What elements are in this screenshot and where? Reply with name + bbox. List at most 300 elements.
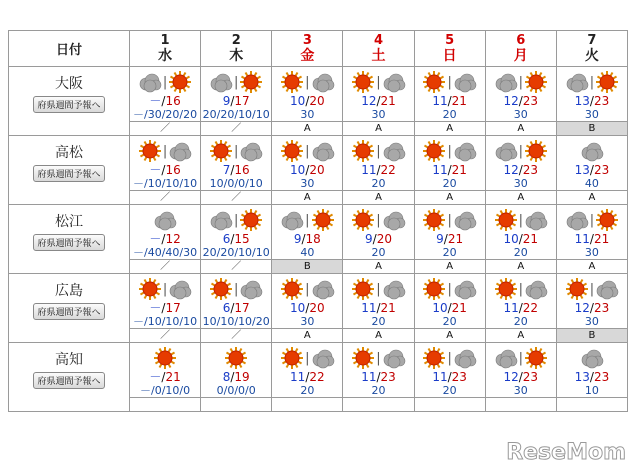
temp-slash: / bbox=[161, 94, 166, 108]
day-header bbox=[414, 31, 485, 67]
cloud-icon bbox=[565, 70, 589, 94]
sun-icon bbox=[239, 208, 263, 232]
reliability-cell bbox=[201, 398, 272, 412]
forecast-cell bbox=[485, 67, 556, 122]
reliability-cell: A bbox=[556, 191, 627, 205]
max-temperature: 21 bbox=[522, 232, 539, 246]
icon-separator: | bbox=[589, 74, 595, 90]
precipitation-probability: 20/20/10/10 bbox=[202, 246, 270, 259]
city-cell bbox=[9, 343, 130, 412]
max-temperature: 15 bbox=[234, 232, 250, 246]
precipitation-probability: 20 bbox=[442, 246, 457, 259]
city-row-main bbox=[9, 67, 628, 122]
max-temperature: 12 bbox=[165, 232, 181, 246]
min-temperature: － bbox=[149, 370, 162, 384]
reliability-cell: A bbox=[414, 122, 485, 136]
temp-slash: / bbox=[518, 301, 523, 315]
reliability-cell: ／ bbox=[130, 191, 201, 205]
forecast-cell bbox=[130, 136, 201, 191]
temperature bbox=[201, 164, 271, 177]
prefecture-weekly-forecast-button[interactable]: 府県週間予報へ bbox=[33, 165, 104, 182]
max-temperature: 20 bbox=[376, 232, 392, 246]
precipitation-probability: －/0/10/0 bbox=[140, 384, 191, 397]
city-name: 高知 bbox=[55, 352, 83, 368]
cloud-icon bbox=[453, 139, 477, 163]
icon-separator: | bbox=[234, 143, 239, 159]
precipitation-probability: 20 bbox=[371, 246, 386, 259]
city-cell bbox=[9, 136, 130, 205]
temperature bbox=[130, 164, 200, 177]
temp-slash: / bbox=[161, 301, 166, 315]
temperature bbox=[201, 371, 271, 384]
icon-separator: | bbox=[305, 143, 310, 159]
precipitation-probability: 30 bbox=[513, 177, 528, 190]
cloud-icon bbox=[138, 70, 162, 94]
cloud-icon bbox=[168, 139, 192, 163]
forecast-cell bbox=[343, 343, 414, 398]
icon-separator: | bbox=[447, 143, 452, 159]
temp-slash: / bbox=[376, 301, 381, 315]
temperature bbox=[130, 95, 200, 108]
sun-icon bbox=[209, 139, 233, 163]
day-number: 2 bbox=[231, 32, 241, 48]
weather-icons bbox=[272, 276, 342, 302]
precipitation-probability: 20 bbox=[371, 177, 386, 190]
min-temperature: 13 bbox=[574, 94, 590, 108]
forecast-cell bbox=[556, 274, 627, 329]
min-temperature: 10 bbox=[503, 232, 519, 246]
precipitation-probability: 30 bbox=[513, 384, 528, 397]
day-header bbox=[130, 31, 201, 67]
weather-icons bbox=[343, 69, 413, 95]
day-number: 6 bbox=[516, 32, 526, 48]
weather-icons bbox=[343, 345, 413, 371]
icon-separator: | bbox=[518, 74, 523, 90]
temp-slash: / bbox=[518, 94, 523, 108]
temp-slash: / bbox=[589, 94, 594, 108]
temp-slash: / bbox=[376, 370, 381, 384]
city-cell bbox=[9, 274, 130, 343]
temp-slash: / bbox=[372, 232, 377, 246]
weather-icons bbox=[486, 276, 556, 302]
city-row-main bbox=[9, 205, 628, 260]
reliability-cell: B bbox=[556, 329, 627, 343]
sun-icon bbox=[168, 70, 192, 94]
weather-icons bbox=[130, 207, 200, 233]
weather-icons bbox=[201, 276, 271, 302]
day-of-week: 金 bbox=[300, 47, 315, 64]
cloud-icon bbox=[280, 208, 304, 232]
min-temperature: 9 bbox=[222, 94, 231, 108]
sun-icon bbox=[422, 346, 446, 370]
precipitation-probability: 20 bbox=[371, 384, 386, 397]
weather-icons bbox=[272, 345, 342, 371]
temperature bbox=[343, 371, 413, 384]
weather-icons bbox=[557, 276, 627, 302]
precipitation-probability: 30 bbox=[300, 315, 315, 328]
temp-slash: / bbox=[230, 232, 235, 246]
sun-icon bbox=[351, 70, 375, 94]
cloud-icon bbox=[595, 277, 619, 301]
temp-slash: / bbox=[443, 232, 448, 246]
precipitation-probability: 10 bbox=[584, 384, 599, 397]
temp-slash: / bbox=[161, 370, 166, 384]
precipitation-probability: 20 bbox=[442, 315, 457, 328]
temperature bbox=[130, 371, 200, 384]
temp-slash: / bbox=[305, 163, 310, 177]
icon-separator: | bbox=[447, 281, 452, 297]
weather-icons bbox=[557, 69, 627, 95]
city-row-main bbox=[9, 343, 628, 398]
temp-slash: / bbox=[447, 370, 452, 384]
precipitation-probability: 30 bbox=[584, 246, 599, 259]
temp-slash: / bbox=[518, 163, 523, 177]
sun-icon bbox=[239, 70, 263, 94]
precipitation-probability: 20 bbox=[442, 108, 457, 121]
day-number: 5 bbox=[445, 32, 455, 48]
sun-icon bbox=[494, 208, 518, 232]
temperature bbox=[343, 302, 413, 315]
min-temperature: 7 bbox=[222, 163, 231, 177]
reliability-cell bbox=[272, 398, 343, 412]
temp-slash: / bbox=[161, 163, 166, 177]
forecast-cell bbox=[272, 205, 343, 260]
icon-separator: | bbox=[518, 212, 523, 228]
forecast-cell bbox=[130, 274, 201, 329]
precipitation-probability: 30 bbox=[584, 108, 599, 121]
reliability-cell: A bbox=[272, 191, 343, 205]
sun-icon bbox=[153, 346, 177, 370]
reliability-cell: A bbox=[485, 329, 556, 343]
max-temperature: 23 bbox=[593, 94, 610, 108]
weather-icons bbox=[201, 207, 271, 233]
weather-icons bbox=[343, 276, 413, 302]
forecast-cell bbox=[201, 274, 272, 329]
max-temperature: 23 bbox=[593, 301, 610, 315]
icon-separator: | bbox=[376, 143, 381, 159]
max-temperature: 17 bbox=[165, 301, 181, 315]
temperature bbox=[272, 164, 342, 177]
temperature bbox=[415, 302, 485, 315]
temp-slash: / bbox=[230, 163, 235, 177]
temp-slash: / bbox=[305, 94, 310, 108]
weather-icons bbox=[130, 138, 200, 164]
sun-icon bbox=[422, 208, 446, 232]
precipitation-probability: 10/0/0/10 bbox=[209, 177, 263, 190]
max-temperature: 23 bbox=[593, 163, 610, 177]
day-header bbox=[556, 31, 627, 67]
weather-icons bbox=[415, 207, 485, 233]
icon-separator: | bbox=[162, 281, 168, 297]
sun-icon bbox=[422, 277, 446, 301]
cloud-icon bbox=[453, 277, 477, 301]
precipitation-probability: 10/10/10/20 bbox=[202, 315, 270, 328]
reliability-cell bbox=[343, 398, 414, 412]
prefecture-weekly-forecast-button[interactable]: 府県週間予報へ bbox=[33, 372, 104, 389]
icon-separator: | bbox=[589, 212, 595, 228]
max-temperature: 22 bbox=[309, 370, 325, 384]
temperature bbox=[201, 302, 271, 315]
weather-icons bbox=[486, 138, 556, 164]
temp-slash: / bbox=[230, 94, 235, 108]
icon-separator: | bbox=[234, 212, 239, 228]
precipitation-probability: 20 bbox=[513, 246, 528, 259]
precipitation-probability: 20 bbox=[371, 315, 386, 328]
min-temperature: 12 bbox=[503, 94, 519, 108]
forecast-cell bbox=[343, 136, 414, 191]
reliability-cell: A bbox=[343, 191, 414, 205]
reliability-cell: A bbox=[272, 329, 343, 343]
precipitation-probability: 30 bbox=[371, 108, 386, 121]
max-temperature: 17 bbox=[234, 94, 250, 108]
sun-icon bbox=[209, 277, 233, 301]
temperature bbox=[557, 233, 627, 246]
reliability-cell bbox=[556, 398, 627, 412]
temperature bbox=[343, 164, 413, 177]
forecast-cell bbox=[201, 67, 272, 122]
day-of-week: 日 bbox=[442, 47, 457, 64]
weather-icons bbox=[557, 345, 627, 371]
icon-separator: | bbox=[518, 143, 523, 159]
cloud-icon bbox=[453, 70, 477, 94]
min-temperature: 11 bbox=[361, 301, 377, 315]
forecast-cell bbox=[414, 136, 485, 191]
weather-icons bbox=[201, 138, 271, 164]
cloud-icon bbox=[311, 277, 335, 301]
cloud-icon bbox=[382, 277, 406, 301]
weekly-forecast-table bbox=[8, 30, 628, 412]
temperature bbox=[415, 371, 485, 384]
sun-icon bbox=[280, 139, 304, 163]
sun-icon bbox=[138, 277, 162, 301]
city-cell bbox=[9, 205, 130, 274]
weather-icons bbox=[557, 207, 627, 233]
day-header bbox=[201, 31, 272, 67]
day-header bbox=[272, 31, 343, 67]
cloud-icon bbox=[209, 70, 233, 94]
weather-icons bbox=[486, 345, 556, 371]
sun-icon bbox=[351, 277, 375, 301]
temperature bbox=[486, 302, 556, 315]
min-temperature: 10 bbox=[290, 301, 306, 315]
temperature bbox=[415, 164, 485, 177]
temperature bbox=[130, 302, 200, 315]
max-temperature: 21 bbox=[451, 163, 467, 177]
min-temperature: － bbox=[149, 232, 162, 246]
temperature bbox=[557, 371, 627, 384]
max-temperature: 21 bbox=[165, 370, 181, 384]
cloud-icon bbox=[311, 70, 335, 94]
prefecture-weekly-forecast-button[interactable]: 府県週間予報へ bbox=[33, 234, 104, 251]
temperature bbox=[130, 233, 200, 246]
temperature bbox=[272, 302, 342, 315]
precipitation-probability: 30 bbox=[584, 315, 599, 328]
cloud-icon bbox=[580, 346, 604, 370]
min-temperature: 10 bbox=[290, 163, 306, 177]
max-temperature: 21 bbox=[593, 232, 610, 246]
icon-separator: | bbox=[234, 74, 239, 90]
temperature bbox=[201, 95, 271, 108]
reliability-cell: A bbox=[485, 122, 556, 136]
prefecture-weekly-forecast-button[interactable]: 府県週間予報へ bbox=[33, 303, 104, 320]
forecast-cell bbox=[485, 343, 556, 398]
reliability-cell: ／ bbox=[201, 191, 272, 205]
forecast-cell bbox=[556, 136, 627, 191]
day-header bbox=[343, 31, 414, 67]
sun-icon bbox=[280, 277, 304, 301]
sun-icon bbox=[280, 346, 304, 370]
reliability-cell: A bbox=[556, 260, 627, 274]
cloud-icon bbox=[311, 139, 335, 163]
reliability-cell bbox=[485, 398, 556, 412]
sun-icon bbox=[422, 139, 446, 163]
city-name: 高松 bbox=[55, 145, 83, 161]
forecast-cell bbox=[272, 274, 343, 329]
icon-separator: | bbox=[305, 74, 310, 90]
max-temperature: 20 bbox=[309, 163, 325, 177]
day-number: 3 bbox=[302, 32, 312, 48]
icon-separator: | bbox=[162, 74, 168, 90]
min-temperature: 11 bbox=[503, 301, 519, 315]
max-temperature: 17 bbox=[234, 301, 250, 315]
temperature bbox=[486, 233, 556, 246]
forecast-cell bbox=[556, 205, 627, 260]
day-header bbox=[485, 31, 556, 67]
max-temperature: 21 bbox=[447, 232, 464, 246]
weather-icons bbox=[130, 276, 200, 302]
temp-slash: / bbox=[447, 163, 452, 177]
temperature bbox=[343, 233, 413, 246]
max-temperature: 19 bbox=[234, 370, 250, 384]
weather-icons bbox=[201, 345, 271, 371]
cloud-icon bbox=[382, 70, 406, 94]
min-temperature: 9 bbox=[293, 232, 302, 246]
temp-slash: / bbox=[161, 232, 166, 246]
max-temperature: 23 bbox=[451, 370, 467, 384]
max-temperature: 20 bbox=[309, 301, 325, 315]
temp-slash: / bbox=[447, 94, 452, 108]
weather-icons bbox=[130, 345, 200, 371]
cloud-icon bbox=[494, 346, 518, 370]
sun-icon bbox=[351, 346, 375, 370]
city-name: 広島 bbox=[55, 283, 83, 299]
sun-icon bbox=[595, 70, 619, 94]
temperature bbox=[557, 164, 627, 177]
cloud-icon bbox=[565, 208, 589, 232]
max-temperature: 21 bbox=[380, 94, 396, 108]
cloud-icon bbox=[382, 208, 406, 232]
icon-separator: | bbox=[305, 350, 310, 366]
cloud-icon bbox=[453, 346, 477, 370]
min-temperature: 12 bbox=[574, 301, 590, 315]
forecast-cell bbox=[130, 67, 201, 122]
icon-separator: | bbox=[305, 212, 310, 228]
sun-icon bbox=[311, 208, 335, 232]
forecast-cell bbox=[485, 136, 556, 191]
reliability-cell: ／ bbox=[130, 260, 201, 274]
reliability-cell: A bbox=[485, 191, 556, 205]
reliability-cell: A bbox=[272, 122, 343, 136]
min-temperature: － bbox=[149, 301, 162, 315]
sun-icon bbox=[595, 208, 619, 232]
forecast-cell bbox=[201, 343, 272, 398]
temperature bbox=[272, 233, 342, 246]
weather-icons bbox=[272, 138, 342, 164]
weather-icons bbox=[415, 345, 485, 371]
precipitation-probability: 20/20/10/10 bbox=[202, 108, 270, 121]
sun-icon bbox=[280, 70, 304, 94]
precipitation-probability: 30 bbox=[300, 177, 315, 190]
min-temperature: 11 bbox=[290, 370, 306, 384]
icon-separator: | bbox=[518, 281, 523, 297]
city-name: 松江 bbox=[55, 214, 83, 230]
min-temperature: 11 bbox=[432, 94, 448, 108]
weather-icons bbox=[486, 69, 556, 95]
min-temperature: － bbox=[149, 163, 162, 177]
reliability-cell bbox=[130, 398, 201, 412]
max-temperature: 18 bbox=[305, 232, 321, 246]
precipitation-probability: 40 bbox=[300, 246, 315, 259]
forecast-cell bbox=[130, 343, 201, 398]
weather-icons bbox=[201, 69, 271, 95]
temp-slash: / bbox=[376, 163, 381, 177]
min-temperature: 9 bbox=[365, 232, 373, 246]
weather-icons bbox=[415, 276, 485, 302]
precipitation-probability: 20 bbox=[513, 315, 528, 328]
sun-icon bbox=[524, 139, 548, 163]
forecast-cell bbox=[343, 67, 414, 122]
max-temperature: 16 bbox=[234, 163, 250, 177]
reliability-cell: ／ bbox=[201, 122, 272, 136]
forecast-cell bbox=[414, 274, 485, 329]
day-of-week: 土 bbox=[371, 47, 386, 64]
min-temperature: 12 bbox=[503, 163, 519, 177]
forecast-cell bbox=[201, 136, 272, 191]
temp-slash: / bbox=[305, 370, 310, 384]
sun-icon bbox=[351, 139, 375, 163]
forecast-cell bbox=[130, 205, 201, 260]
reliability-cell: A bbox=[343, 122, 414, 136]
icon-separator: | bbox=[447, 212, 452, 228]
temperature bbox=[557, 302, 627, 315]
forecast-cell bbox=[414, 205, 485, 260]
reliability-cell: A bbox=[343, 329, 414, 343]
reliability-cell: A bbox=[414, 191, 485, 205]
icon-separator: | bbox=[589, 281, 595, 297]
forecast-cell bbox=[272, 67, 343, 122]
city-name: 大阪 bbox=[55, 76, 83, 92]
city-cell bbox=[9, 67, 130, 136]
cloud-icon bbox=[494, 70, 518, 94]
sun-icon bbox=[224, 346, 248, 370]
day-number: 7 bbox=[587, 32, 597, 48]
max-temperature: 23 bbox=[380, 370, 396, 384]
forecast-cell bbox=[414, 343, 485, 398]
temp-slash: / bbox=[447, 301, 452, 315]
reliability-cell: A bbox=[414, 329, 485, 343]
icon-separator: | bbox=[234, 281, 239, 297]
precipitation-probability: －/10/10/10 bbox=[133, 315, 198, 328]
city-row-main bbox=[9, 274, 628, 329]
weather-icons bbox=[272, 69, 342, 95]
temperature bbox=[201, 233, 271, 246]
weather-icons bbox=[415, 69, 485, 95]
prefecture-weekly-forecast-button[interactable]: 府県週間予報へ bbox=[33, 96, 104, 113]
max-temperature: 16 bbox=[165, 163, 181, 177]
precipitation-probability: －/30/20/20 bbox=[133, 108, 198, 121]
max-temperature: 20 bbox=[309, 94, 325, 108]
cloud-icon bbox=[524, 208, 548, 232]
